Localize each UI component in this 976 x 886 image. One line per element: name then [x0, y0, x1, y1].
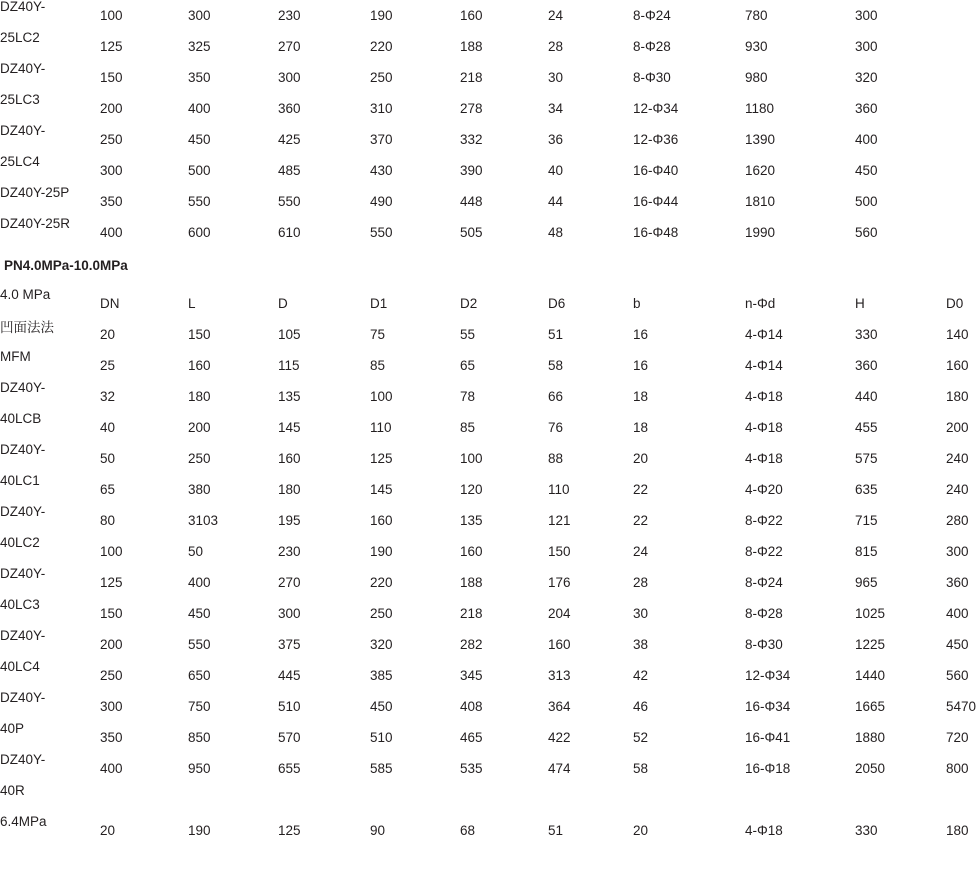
table-cell: 350: [100, 194, 123, 209]
table-cell: 1665: [855, 699, 886, 714]
table-cell: 12-Φ36: [633, 132, 679, 147]
table-cell: 485: [278, 163, 301, 178]
table-cell: 30: [548, 70, 564, 85]
table-cell: 18: [633, 420, 649, 435]
table-cell: 22: [633, 513, 649, 528]
table-cell: 28: [633, 575, 649, 590]
table-cell: 150: [100, 606, 123, 621]
table-cell: 425: [278, 132, 301, 147]
table-cell: 100: [460, 451, 483, 466]
table-cell: 20: [633, 823, 649, 838]
table-cell: 270: [278, 39, 301, 54]
row-label-cell: 6.4MPa: [0, 814, 47, 829]
table-cell: [278, 784, 370, 815]
table-cell: [855, 784, 946, 815]
table-cell: 780: [745, 8, 768, 23]
table-cell: 160: [370, 513, 393, 528]
table-cell: 135: [278, 389, 301, 404]
table-cell: 38: [633, 637, 649, 652]
table-cell: 1225: [855, 637, 886, 652]
table-cell: 448: [460, 194, 483, 209]
table-cell: 360: [855, 358, 878, 373]
table-cell: 30: [633, 606, 649, 621]
table-cell: 300: [855, 39, 878, 54]
table-cell: 370: [370, 132, 393, 147]
table-cell: 42: [633, 668, 649, 683]
table-cell: 32: [100, 389, 116, 404]
table-cell: 1810: [745, 194, 776, 209]
row-label-cell: 40LC3: [0, 597, 40, 612]
table-cell: 16: [633, 327, 649, 342]
table-cell: 332: [460, 132, 483, 147]
table-cell: [460, 784, 548, 815]
table-cell: 400: [188, 101, 211, 116]
table-cell: [633, 784, 745, 815]
table-cell: 80: [100, 513, 116, 528]
table-cell: 200: [188, 420, 211, 435]
table-row: DZ40Y- 50 250 160 125 100 88 20 4-Φ18 575 240: [0, 434, 946, 465]
table-cell: 250: [100, 668, 123, 683]
table-cell: 220: [370, 39, 393, 54]
table-cell: 100: [100, 8, 123, 23]
table-cell: 88: [548, 451, 564, 466]
table-cell: 635: [855, 482, 878, 497]
row-label-cell: 25LC3: [0, 92, 40, 107]
table-cell: 400: [100, 761, 123, 776]
table-header-cell: b: [633, 296, 641, 311]
table-cell: 380: [188, 482, 211, 497]
spec-table-bottom-body: [0, 279, 976, 838]
table-cell: 422: [548, 730, 571, 745]
table-header-cell: D6: [548, 296, 566, 311]
table-cell: 16-Φ44: [633, 194, 679, 209]
table-cell: 120: [460, 482, 483, 497]
table-cell: 12-Φ34: [633, 101, 679, 116]
table-cell: 440: [855, 389, 878, 404]
table-cell: 160: [460, 8, 483, 23]
table-cell: 815: [855, 544, 878, 559]
table-cell: 400: [188, 575, 211, 590]
table-row: 40LC4 250 650 445 385 345 313 42 12-Φ34 1440 560: [0, 651, 946, 682]
table-cell: 188: [460, 575, 483, 590]
table-cell: 408: [460, 699, 483, 714]
table-cell: 1025: [855, 606, 886, 621]
table-cell: 445: [278, 668, 301, 683]
table-cell: [370, 784, 460, 815]
table-cell: 121: [548, 513, 571, 528]
row-label-cell: DZ40Y-: [0, 690, 46, 705]
table-cell: 4-Φ18: [745, 823, 783, 838]
table-cell: 300: [278, 606, 301, 621]
table-header-cell: DN: [100, 296, 120, 311]
table-cell: 364: [548, 699, 571, 714]
table-cell: 450: [188, 132, 211, 147]
table-cell: 24: [633, 544, 649, 559]
table-cell: 300: [188, 8, 211, 23]
table-cell: 150: [548, 544, 571, 559]
table-row: DZ40Y- 400 950 655 585 535 474 58 16-Φ18 2050 800: [0, 744, 946, 775]
table-cell: 36: [548, 132, 564, 147]
table-cell: 450: [370, 699, 393, 714]
table-cell: 230: [278, 8, 301, 23]
table-cell: [745, 784, 855, 815]
table-cell: 550: [188, 194, 211, 209]
table-cell: 125: [100, 575, 123, 590]
table-cell: 190: [370, 544, 393, 559]
table-row: 凹面法法 20 150 105 75 55 51 16 4-Φ14 330 140: [0, 310, 946, 341]
table-cell: 455: [855, 420, 878, 435]
table-cell: 78: [460, 389, 476, 404]
table-cell: 195: [278, 513, 301, 528]
table-cell: 330: [855, 823, 878, 838]
table-row: [0, 186, 946, 217]
table-cell: 8-Φ28: [633, 39, 671, 54]
table-row: [0, 62, 946, 93]
table-cell: 218: [460, 606, 483, 621]
table-row: 6.4MPa 20 190 125 90 68 51 20 4-Φ18 330 180: [0, 806, 946, 837]
table-cell: 52: [633, 730, 649, 745]
table-cell: 430: [370, 163, 393, 178]
table-row: [0, 155, 946, 186]
row-label-cell: DZ40Y-: [0, 0, 46, 14]
table-cell: 4-Φ14: [745, 358, 783, 373]
table-cell: 145: [370, 482, 393, 497]
table-header-row: 4.0 MPa DN L D D1 D2 D6 b n-Φd H D0: [0, 279, 946, 310]
table-cell: 125: [278, 823, 301, 838]
table-cell: 2050: [855, 761, 886, 776]
table-cell: 190: [188, 823, 211, 838]
table-row: [0, 0, 946, 31]
table-cell: 300: [100, 163, 123, 178]
table-cell: 4-Φ18: [745, 451, 783, 466]
table-cell: 150: [100, 70, 123, 85]
table-cell: 330: [855, 327, 878, 342]
table-cell: 850: [188, 730, 211, 745]
table-cell: 68: [460, 823, 476, 838]
table-cell: 16-Φ41: [745, 730, 791, 745]
table-cell: 300: [855, 8, 878, 23]
table-cell: 51: [548, 327, 564, 342]
table-cell: 160: [188, 358, 211, 373]
row-label-cell: DZ40Y-: [0, 61, 46, 76]
row-label-cell: 25LC4: [0, 154, 40, 169]
table-cell: 85: [370, 358, 386, 373]
table-cell: 500: [188, 163, 211, 178]
table-cell: 313: [548, 668, 571, 683]
row-label-cell: DZ40Y-: [0, 380, 46, 395]
table-cell: 160: [460, 544, 483, 559]
table-cell: 3103: [188, 513, 219, 528]
table-row: MFM 25 160 115 85 65 58 16 4-Φ14 360 160: [0, 341, 946, 372]
table-cell: 250: [370, 70, 393, 85]
table-cell: 360: [278, 101, 301, 116]
table-cell: 188: [460, 39, 483, 54]
table-cell: 100: [100, 544, 123, 559]
table-cell: 250: [370, 606, 393, 621]
row-label-cell: DZ40Y-: [0, 566, 46, 581]
table-cell: 575: [855, 451, 878, 466]
table-cell: 510: [370, 730, 393, 745]
row-label-cell: DZ40Y-: [0, 504, 46, 519]
table-cell: 8-Φ22: [745, 544, 783, 559]
table-cell: 180: [278, 482, 301, 497]
table-cell: 22: [633, 482, 649, 497]
row-label-cell: MFM: [0, 349, 31, 364]
row-label-cell: DZ40Y-25R: [0, 216, 71, 231]
table-cell: 8-Φ30: [633, 70, 671, 85]
table-cell: 115: [278, 358, 300, 373]
table-cell: 8-Φ24: [633, 8, 671, 23]
table-cell: 4-Φ14: [745, 327, 783, 342]
table-cell: 560: [855, 225, 878, 240]
table-cell: 600: [188, 225, 211, 240]
table-cell: 190: [370, 8, 393, 23]
table-cell: 40: [548, 163, 564, 178]
table-cell: 66: [548, 389, 564, 404]
table-cell: 65: [460, 358, 476, 373]
table-cell: 1390: [745, 132, 776, 147]
table-row: 40P 350 850 570 510 465 422 52 16-Φ41 1880 720: [0, 713, 946, 744]
table-header-cell: D2: [460, 296, 478, 311]
table-cell: 230: [278, 544, 301, 559]
table-row: 40LC1 65 380 180 145 120 110 22 4-Φ20 635 240: [0, 465, 946, 496]
table-cell: 55: [460, 327, 476, 342]
table-cell: 200: [100, 637, 123, 652]
table-cell: 176: [548, 575, 571, 590]
table-cell: [548, 784, 633, 815]
table-cell: [100, 784, 188, 815]
table-cell: 180: [188, 389, 211, 404]
table-cell: 510: [278, 699, 301, 714]
table-cell: 16-Φ18: [745, 761, 791, 776]
table-cell: 8-Φ22: [745, 513, 783, 528]
table-cell: 320: [855, 70, 878, 85]
table-cell: 110: [548, 482, 570, 497]
row-label-cell: 40LCB: [0, 411, 42, 426]
table-cell: 610: [278, 225, 301, 240]
table-cell: 160: [278, 451, 301, 466]
row-label-cell: 40LC4: [0, 659, 40, 674]
table-cell: 220: [370, 575, 393, 590]
table-row: DZ40Y- 125 400 270 220 188 176 28 8-Φ24 965 360: [0, 558, 946, 589]
table-header-cell: n-Φd: [745, 296, 776, 311]
table-row: 40LC3 150 450 300 250 218 204 30 8-Φ28 1025 400: [0, 589, 946, 620]
table-cell: 110: [370, 420, 392, 435]
table-cell: 16-Φ40: [633, 163, 679, 178]
table-cell: 385: [370, 668, 393, 683]
section-title: PN4.0MPa-10.0MPa: [4, 258, 128, 273]
table-cell: 16-Φ48: [633, 225, 679, 240]
row-label-cell: 25LC2: [0, 30, 40, 45]
row-label-cell: 40LC2: [0, 535, 40, 550]
row-label-cell: DZ40Y-: [0, 123, 46, 138]
table-row: [0, 31, 946, 62]
table-cell: 18: [633, 389, 649, 404]
table-cell: 8-Φ24: [745, 575, 783, 590]
table-cell: 1880: [855, 730, 886, 745]
spec-table-bottom: [0, 279, 976, 838]
table-cell: 145: [278, 420, 301, 435]
table-cell: 46: [633, 699, 649, 714]
table-cell: 350: [188, 70, 211, 85]
table-row: [0, 93, 946, 124]
table-cell: 125: [100, 39, 123, 54]
table-cell: 16-Φ34: [745, 699, 791, 714]
table-header-cell: H: [855, 296, 865, 311]
table-cell: 345: [460, 668, 483, 683]
table-cell: 150: [188, 327, 211, 342]
table-cell: 1440: [855, 668, 886, 683]
table-cell: 500: [855, 194, 878, 209]
table-cell: 1990: [745, 225, 776, 240]
table-cell: 51: [548, 823, 564, 838]
table-cell: 270: [278, 575, 301, 590]
table-row: [0, 124, 946, 155]
table-row: DZ40Y- 32 180 135 100 78 66 18 4-Φ18 440 180: [0, 372, 946, 403]
table-cell: 125: [370, 451, 393, 466]
table-cell: 20: [633, 451, 649, 466]
table-cell: [188, 784, 278, 815]
row-label-cell: DZ40Y-: [0, 442, 46, 457]
table-cell: 204: [548, 606, 571, 621]
table-cell: 965: [855, 575, 878, 590]
table-cell: 12-Φ34: [745, 668, 791, 683]
table-cell: 655: [278, 761, 301, 776]
table-cell: 282: [460, 637, 483, 652]
spec-table-top-body: [0, 0, 946, 248]
table-header-cell: L: [188, 296, 196, 311]
table-header-cell: D: [278, 296, 288, 311]
table-cell: 50: [188, 544, 204, 559]
table-cell: 980: [745, 70, 768, 85]
table-cell: 65: [100, 482, 116, 497]
table-cell: 44: [548, 194, 564, 209]
table-cell: 135: [460, 513, 483, 528]
table-cell: 360: [855, 101, 878, 116]
table-cell: 715: [855, 513, 878, 528]
table-cell: 474: [548, 761, 571, 776]
table-cell: 85: [460, 420, 476, 435]
table-cell: 300: [100, 699, 123, 714]
table-cell: 950: [188, 761, 211, 776]
table-cell: 48: [548, 225, 564, 240]
table-cell: 250: [188, 451, 211, 466]
table-cell: 58: [548, 358, 564, 373]
table-cell: 76: [548, 420, 564, 435]
row-label-cell: DZ40Y-: [0, 752, 46, 767]
table-cell: 450: [188, 606, 211, 621]
table-cell: 16: [633, 358, 649, 373]
table-cell: 390: [460, 163, 483, 178]
table-cell: 20: [100, 823, 116, 838]
row-label-cell: 40P: [0, 721, 25, 736]
table-header-cell: D1: [370, 296, 388, 311]
table-cell: 4-Φ18: [745, 420, 783, 435]
table-cell: 350: [100, 730, 123, 745]
table-cell: 278: [460, 101, 483, 116]
table-cell: 105: [278, 327, 301, 342]
table-cell: 20: [100, 327, 116, 342]
table-cell: 550: [278, 194, 301, 209]
table-cell: 250: [100, 132, 123, 147]
table-cell: 200: [100, 101, 123, 116]
table-row: 40LCB 40 200 145 110 85 76 18 4-Φ18 455 200: [0, 403, 946, 434]
table-cell: 4-Φ18: [745, 389, 783, 404]
table-cell: 1620: [745, 163, 776, 178]
table-cell: 930: [745, 39, 768, 54]
table-cell: 50: [100, 451, 116, 466]
table-row: DZ40Y- 300 750 510 450 408 364 46 16-Φ34 1665 5470: [0, 682, 946, 713]
row-label-cell: 凹面法法: [0, 319, 54, 335]
table-row: DZ40Y- 200 550 375 320 282 160 38 8-Φ30 1225 450: [0, 620, 946, 651]
table-cell: 25: [100, 358, 116, 373]
table-cell: 450: [855, 163, 878, 178]
table-cell: 75: [370, 327, 386, 342]
table-cell: 24: [548, 8, 564, 23]
table-cell: 570: [278, 730, 301, 745]
table-row: 40LC2 100 50 230 190 160 150 24 8-Φ22 815 300: [0, 527, 946, 558]
table-cell: 320: [370, 637, 393, 652]
table-cell: 490: [370, 194, 393, 209]
row-label-cell: DZ40Y-: [0, 628, 46, 643]
row-label-cell: 40LC1: [0, 473, 40, 488]
table-row: DZ40Y- 80 3103 195 160 135 121 22 8-Φ22 715 280: [0, 496, 946, 527]
table-cell: 505: [460, 225, 483, 240]
row-label-cell: DZ40Y-25P: [0, 185, 70, 200]
table-cell: 400: [100, 225, 123, 240]
table-cell: 310: [370, 101, 393, 116]
table-cell: 160: [548, 637, 571, 652]
table-cell: 550: [188, 637, 211, 652]
table-cell: 325: [188, 39, 211, 54]
table-cell: 90: [370, 823, 386, 838]
table-cell: 550: [370, 225, 393, 240]
table-cell: 28: [548, 39, 564, 54]
table-cell: 400: [855, 132, 878, 147]
table-cell: 585: [370, 761, 393, 776]
table-cell: 8-Φ30: [745, 637, 783, 652]
table-cell: 750: [188, 699, 211, 714]
table-cell: 300: [278, 70, 301, 85]
table-cell: 100: [370, 389, 393, 404]
table-cell: 8-Φ28: [745, 606, 783, 621]
table-cell: 218: [460, 70, 483, 85]
table-cell: 34: [548, 101, 564, 116]
table-cell: 535: [460, 761, 483, 776]
table-header-cell: 4.0 MPa: [0, 287, 51, 302]
row-label-cell: 40R: [0, 783, 25, 798]
table-cell: 58: [633, 761, 649, 776]
table-cell: 650: [188, 668, 211, 683]
table-row: [0, 217, 946, 248]
spec-table-top: [0, 0, 946, 248]
table-cell: 1180: [745, 101, 775, 116]
table-cell: 375: [278, 637, 301, 652]
table-cell: 4-Φ20: [745, 482, 783, 497]
table-cell: 40: [100, 420, 116, 435]
table-cell: 465: [460, 730, 483, 745]
